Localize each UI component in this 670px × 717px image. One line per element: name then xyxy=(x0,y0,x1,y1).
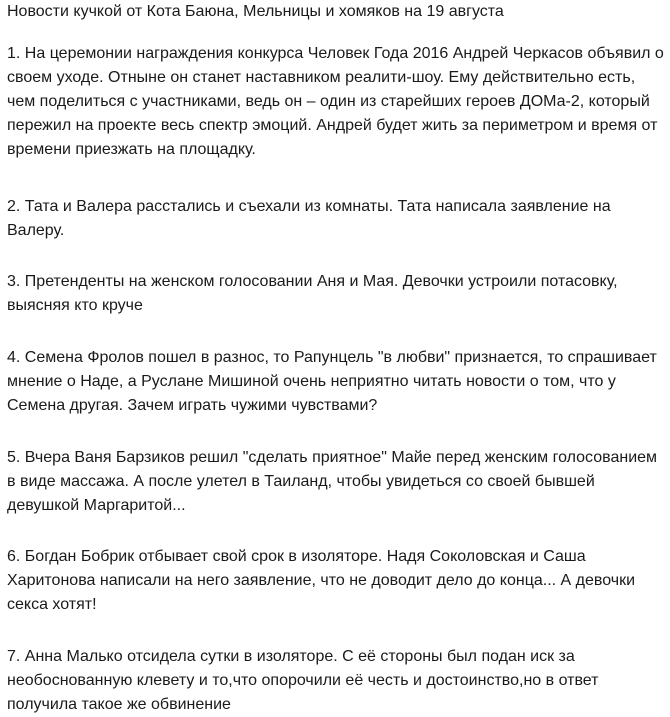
news-document xyxy=(7,0,667,713)
news-item-2: 2. Тата и Валера расстались и съехали из комнаты. Тата написала заявление на Валеру. xyxy=(7,198,611,239)
news-item-3: 3. Претенденты на женском голосовании Аня и Мая. Девочки устроили потасовку, выясняя кто круче xyxy=(7,273,618,314)
news-item-5: 5. Вчера Ваня Барзиков решил "сделать приятное" Майе перед женским голосованием в виде массажа. А после улетел в Таиланд, чтобы увидеться со своей бывшей девушкой Маргаритой... xyxy=(7,449,658,514)
news-item-7: 7. Анна Малько отсидела сутки в изоляторе. С её стороны был подан иск за необоснованную клевету и то,что опорочили её честь и достоинство,но в ответ получила такое же обвинение xyxy=(7,648,599,713)
document-title: Новости кучкой от Кота Баюна, Мельницы и хомяков на 19 августа xyxy=(7,3,504,20)
news-item-6: 6. Богдан Бобрик отбывает свой срок в изоляторе. Надя Соколовская и Саша Харитонова написали на него заявление, что не доводит дело до конца... А девочки секса хотят! xyxy=(7,548,636,613)
news-item-4: 4. Семена Фролов пошел в разнос, то Рапунцель "в любви" признается, то спрашивает мнение о Наде, а Руслане Мишиной очень неприятно читать новости о том, что у Семена другая. Зачем играть чужими чувствами? xyxy=(7,349,657,414)
news-item-1: 1. На церемонии награждения конкурса Человек Года 2016 Андрей Черкасов объявил о своем уходе. Отныне он станет наставником реалити-шоу. Ему действительно есть, чем поделиться с участниками, ведь он – один из старейших героев ДОМа-2, который пережил на проекте весь спектр эмоций. Андрей будет жить за периметром и время от времени приезжать на площадку. xyxy=(7,45,664,158)
